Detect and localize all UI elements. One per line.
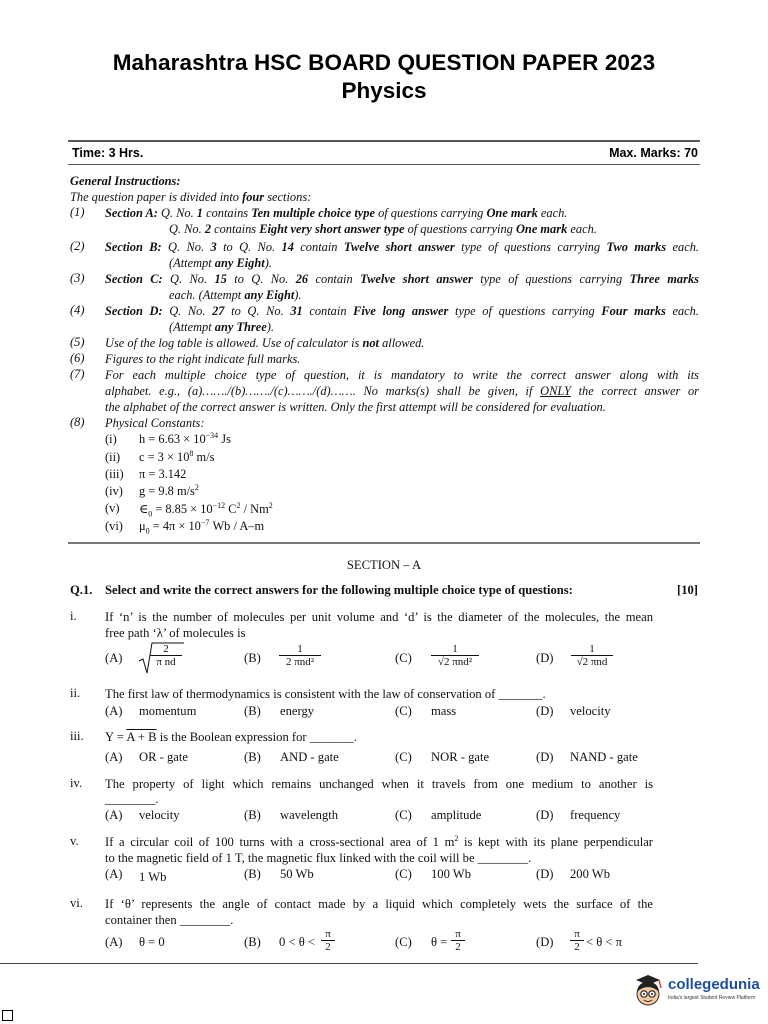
option-label: (C) <box>395 750 412 764</box>
option-text: 200 Wb <box>570 867 610 881</box>
option-label: (A) <box>105 704 123 718</box>
option-text: amplitude <box>431 808 482 822</box>
option-text: θ = <box>431 935 448 949</box>
instruction-number: (1) <box>70 205 85 219</box>
option-label: (C) <box>395 808 412 822</box>
option-text: NAND - gate <box>570 750 638 764</box>
question-stem: free path ‘λ’ of molecules is <box>105 626 246 640</box>
option-text: momentum <box>139 704 197 718</box>
option-label: (D) <box>536 750 554 764</box>
instruction-number: (3) <box>70 271 85 285</box>
option-label: (A) <box>105 651 123 665</box>
constant-number: (iii) <box>105 467 124 481</box>
option-text: < θ < π <box>586 935 623 949</box>
option-fraction: $\frac{2}{\text{π nd}}$ <box>150 643 182 668</box>
paper-title: Maharashtra HSC BOARD QUESTION PAPER 2023 <box>112 50 656 75</box>
constant-number: (i) <box>105 432 117 446</box>
option-fraction: 1 √2 πnd <box>571 643 613 668</box>
paper-subject: Physics <box>341 78 427 103</box>
question-number: v. <box>70 834 79 848</box>
option-label: (C) <box>395 651 412 665</box>
instruction-mcq-line1: For each multiple choice type of question, it is mandatory to write the correct answer along with its <box>105 368 699 382</box>
option-label: (A) <box>105 750 123 764</box>
option-text: 1 Wb <box>139 870 167 884</box>
instruction-section-b-attempt: (Attempt any Eight). <box>169 256 272 270</box>
option-text: velocity <box>570 704 611 718</box>
instruction-section-c-attempt: each. (Attempt any Eight). <box>169 288 302 302</box>
option-label: (C) <box>395 935 412 949</box>
question-stem: If ‘θ’ represents the angle of contact made by a liquid which completely wets the surface of the <box>105 897 653 911</box>
option-label: (A) <box>105 867 123 881</box>
constant-gravity: g = 9.8 $m/s^2$ <box>139 482 199 498</box>
question-number: ii. <box>70 686 81 700</box>
question-number: vi. <box>70 896 83 910</box>
page-corner-box <box>2 1010 13 1021</box>
max-marks-label: Max. Marks: 70 <box>609 146 698 160</box>
option-label: (D) <box>536 651 554 665</box>
option-fraction: $\frac{\pi}{2}$ <box>451 928 465 953</box>
instruction-number: (6) <box>70 351 85 365</box>
section-rule <box>68 542 700 544</box>
question-stem: The first law of thermodynamics is consistent with the law of conservation of _______. <box>105 687 546 701</box>
footer-rule <box>0 963 698 964</box>
option-fraction: 1 √2 πnd² <box>431 643 479 668</box>
q1-number: Q.1. <box>70 583 93 597</box>
instruction-mcq-line2: alphabet. e.g., (a)……./(b)……./(c)……./(d)……. No marks(s) shall be given, if ONLY the correct answer or <box>105 384 699 398</box>
constant-number: (ii) <box>105 450 121 464</box>
question-number: iii. <box>70 729 84 743</box>
option-text: velocity <box>139 808 180 822</box>
option-label: (B) <box>244 750 261 764</box>
option-label: (C) <box>395 704 412 718</box>
option-fraction: $\frac{\pi}{2}$ <box>321 928 335 953</box>
mascot-icon <box>630 972 666 1008</box>
option-label: (D) <box>536 867 554 881</box>
instructions-heading: General Instructions: <box>70 174 181 188</box>
question-number: i. <box>70 609 77 623</box>
option-label: (B) <box>244 704 261 718</box>
meta-rule <box>68 164 700 165</box>
option-label: (B) <box>244 935 261 949</box>
instruction-number: (4) <box>70 303 85 317</box>
brand-tagline: India's largest Student Review Platform <box>668 995 756 1001</box>
instruction-section-a-q2: Q. No. 2 contains Eight very short answer type of questions carrying One mark each. <box>169 222 597 236</box>
instruction-section-d-attempt: (Attempt any Three). <box>169 320 274 334</box>
instruction-mcq-line3: the alphabet of the correct answer is written. Only the first attempt will be considered for evaluation. <box>105 400 606 414</box>
instruction-section-b: Section B: Q. No. 3 to Q. No. 14 contain Twelve short answer type of questions carrying Two marks each. <box>105 240 699 254</box>
option-text: 100 Wb <box>431 867 471 881</box>
q1-marks: [10] <box>677 583 698 597</box>
instruction-number: (5) <box>70 335 85 349</box>
question-stem: If ‘n’ is the number of molecules per unit volume and ‘d’ is the diameter of the molecules, the mean <box>105 610 653 624</box>
instruction-section-d: Section D: Q. No. 27 to Q. No. 31 contain Five long answer type of questions carrying Four marks each. <box>105 304 699 318</box>
constant-pi: π = 3.142 <box>139 467 187 481</box>
constant-permittivity: $\in_0 = 8.85 \times 10^{-12}$ $C^2 / Nm^2$ <box>139 500 273 519</box>
time-label: Time: 3 Hrs. <box>72 146 144 160</box>
instruction-constants-heading: Physical Constants: <box>105 416 205 430</box>
option-text: mass <box>431 704 457 718</box>
constant-number: (vi) <box>105 519 123 533</box>
option-label: (B) <box>244 808 261 822</box>
instruction-full-marks: Figures to the right indicate full marks. <box>105 352 301 366</box>
option-text: wavelength <box>280 808 339 822</box>
option-label: (A) <box>105 808 123 822</box>
option-text: energy <box>280 704 315 718</box>
constant-number: (iv) <box>105 484 123 498</box>
instructions-intro: The question paper is divided into four sections: <box>70 190 312 204</box>
instruction-log-table: Use of the log table is allowed. Use of calculator is not allowed. <box>105 336 425 350</box>
section-heading: SECTION – A <box>346 558 422 572</box>
instruction-number: (7) <box>70 367 85 381</box>
option-text: OR - gate <box>139 750 188 764</box>
option-text: NOR - gate <box>431 750 490 764</box>
option-fraction: 1 2 πnd² <box>279 643 321 668</box>
collegedunia-logo <box>630 970 760 1010</box>
option-text: θ = 0 <box>139 935 165 949</box>
top-rule <box>68 140 700 142</box>
instruction-number: (2) <box>70 239 85 253</box>
option-label: (A) <box>105 935 123 949</box>
question-stem: If a circular coil of 100 turns with a cross-sectional area of 1 $m^2$ is kept with its plane perpendicular <box>105 833 653 849</box>
option-label: (D) <box>536 808 554 822</box>
constant-planck: $h = 6.63 \times 10^{-34}$ Js <box>139 430 231 446</box>
option-text: 0 < θ < <box>279 935 315 949</box>
instruction-section-c: Section C: Q. No. 15 to Q. No. 26 contain Twelve short answer type of questions carrying Three marks <box>105 272 699 286</box>
option-text: 50 Wb <box>280 867 314 881</box>
option-label: (C) <box>395 867 412 881</box>
option-label: (D) <box>536 704 554 718</box>
instruction-section-a: Section A: Q. No. 1 contains Ten multiple choice type of questions carrying One mark each. <box>105 206 568 220</box>
question-stem: Y = A + B is the Boolean expression for _______. <box>105 730 357 744</box>
constant-speed-of-light: $c = 3 \times 10^8$ m/s <box>139 448 215 464</box>
option-text: AND - gate <box>280 750 339 764</box>
option-label: (B) <box>244 651 261 665</box>
question-number: iv. <box>70 776 83 790</box>
option-label: (D) <box>536 935 554 949</box>
question-stem: to the magnetic field of 1 T, the magnetic flux linked with the coil will be ________. <box>105 851 532 865</box>
question-stem: The property of light which remains unchanged when it travels from one medium to another is <box>105 777 653 791</box>
constant-permeability: $\mu_0 = 4\pi \times 10^{-7}$ Wb / A–m <box>139 517 265 536</box>
q1-text: Select and write the correct answers for the following multiple choice type of questions: <box>105 583 573 597</box>
instruction-number: (8) <box>70 415 85 429</box>
constant-number: (v) <box>105 501 120 515</box>
option-fraction: $\frac{\pi}{2}$ <box>570 928 584 953</box>
option-text: frequency <box>570 808 621 822</box>
question-stem: ________. <box>105 792 159 806</box>
option-label: (B) <box>244 867 261 881</box>
question-stem: container then ________. <box>105 913 234 927</box>
brand-name: collegedunia <box>668 976 760 993</box>
